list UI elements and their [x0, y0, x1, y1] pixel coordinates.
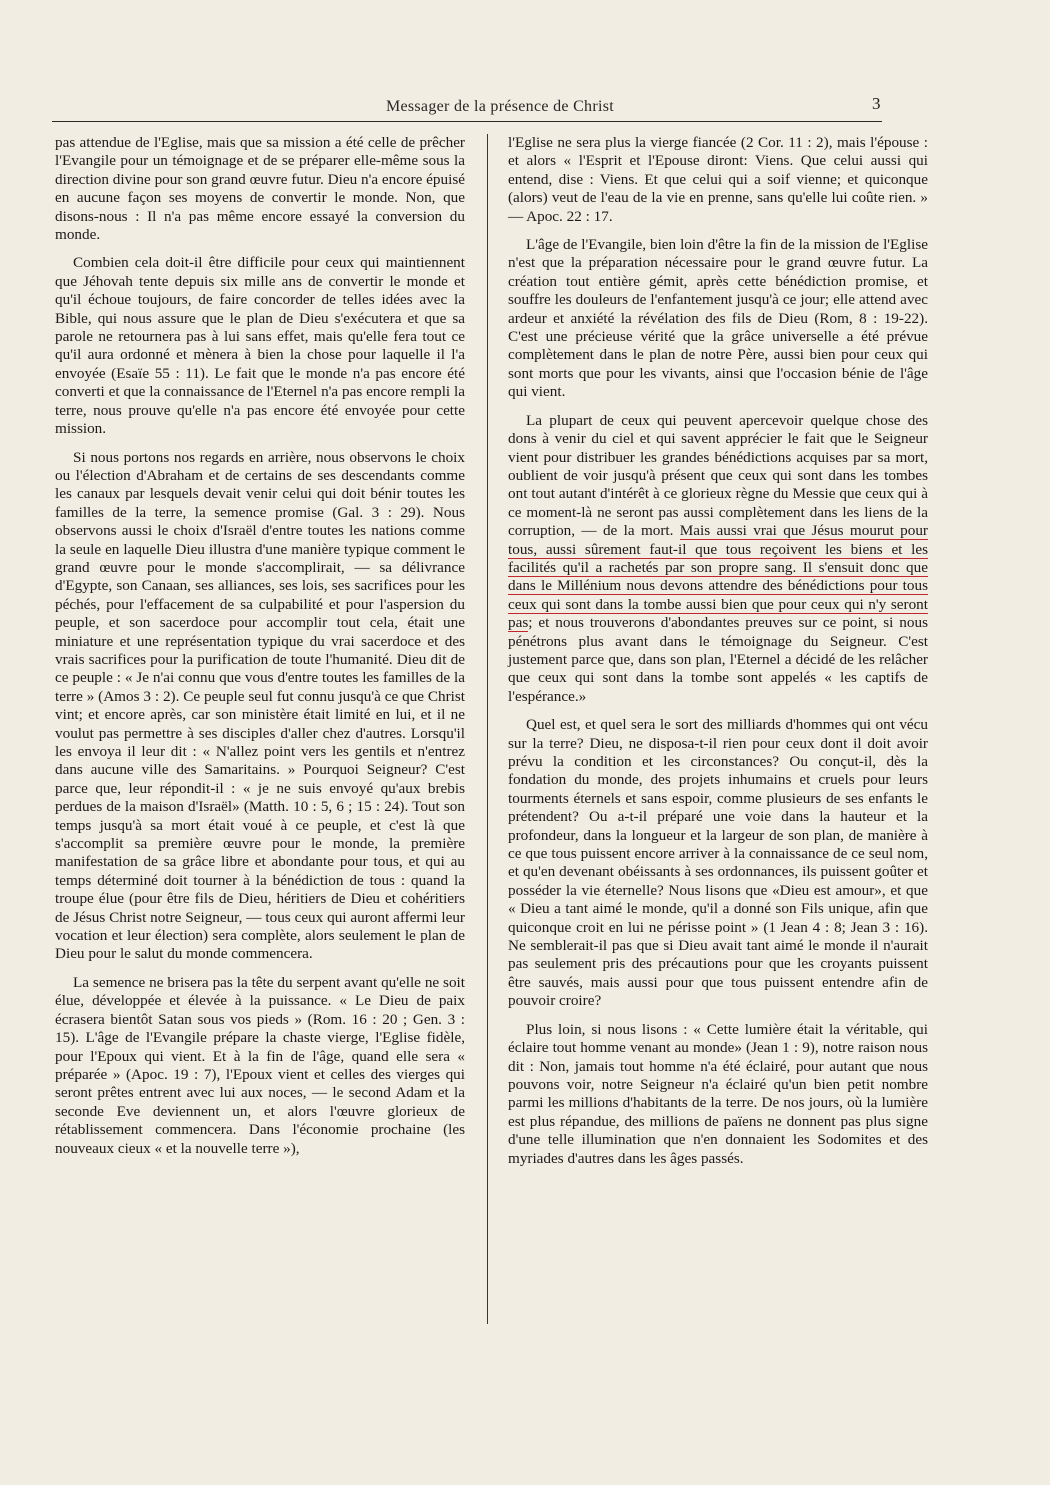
left-column [55, 134, 465, 1168]
page-header [52, 96, 882, 120]
underlined-passage: Mais aussi vrai que Jésus mourut pour tous, aussi sûrement faut-il que tous reçoivent les biens et les facilités qu'il a rachetés par son propre sang. Il s'ensuit donc que dans le Millénium nous devons attendre des bénédictions pour tous ceux qui sont dans la tombe aussi bien que pour ceux qui n'y seront pas [508, 522, 928, 632]
paragraph: Si nous portons nos regards en arrière, nous observons le choix ou l'élection d'Abraham et de certains de ses descendants comme les canaux par lesquels devait venir celui qui doit bénir toutes les familles de la terre, la semence promise (Gal. 3 : 29). Nous observons aussi le choix d'Israël d'entre toutes les nations comme la seule en laquelle Dieu illustra d'une manière typique comment le grand œuvre pour le monde s'accomplirait, — sa délivrance d'Egypte, son Canaan, ses alliances, ses lois, ses sacrifices pour les péchés, pour l'effacement de sa culpabilité et pour l'aspersion du peuple, et son sacerdoce pour accomplir tout cela, était une miniature et une représentation typique du vrai sacerdoce et des vrais sacrifices pour la purification de toute l'humanité. Dieu dit de ce peuple : « Je n'ai connu que vous d'entre toutes les familles de la terre » (Amos 3 : 2). Ce peuple seul fut connu jusqu'à ce que Christ vint; et encore après, car son ministère était limité en lui, et il ne voulut pas permettre à ses disciples d'aller chez d'autres. Lorsqu'il les envoya il leur dit : « N'allez point vers les gentils et n'entrez dans aucune ville des Samaritains. » Pourquoi Seigneur? C'est parce que, leur répondit-il : « je ne suis envoyé qu'aux brebis perdues de la maison d'Israël» (Matth. 10 : 5, 6 ; 15 : 24). Tout son temps jusqu'à sa mort était voué à ce peuple, et c'est là que s'accomplit sa première œuvre pour le monde, la première manifestation de sa grâce libre et abondante pour tous, et qui au temps déterminé doit tourner à la bénédiction de tous : quand la troupe élue (pour être fils de Dieu, héritiers de Dieu et cohéritiers de Jésus Christ notre Seigneur, — tous ceux qui auront affermi leur vocation et leur élection) sera complète, alors seulement le plan de Dieu pour le salut du monde commencera. [55, 448, 465, 963]
paragraph [508, 412, 928, 707]
paragraph-text: La plupart de ceux qui peuvent apercevoir quelque chose des dons à venir du ciel et qui savent apprécier le fait que le Seigneur vient pour distribuer les grandes bénédictions acquises par sa mort, oublient de voir jusqu'à présent que ceux qui sont dans les tombes ont tout autant d'intérêt à ce glorieux règne du Messie que ceux qui à ce moment-là ne seront pas aussi complètement dans les liens de la corruption, — de la mort. [508, 411, 928, 540]
running-title: Messager de la présence de Christ [385, 98, 614, 115]
paragraph: Quel est, et quel sera le sort des milliards d'hommes qui ont vécu sur la terre? Dieu, ne disposa-t-il rien pour ceux dont il doit avoir prévu la condition et les circonstances? Ou conçut-il, dès la fondation du monde, des projets inhumains et cruels pour leurs tourments éternels et sans espoir, comme plusieurs de ses enfants le prétendent? Ou a-t-il préparé une voie dans la hauteur et la profondeur, dans la longueur et la largeur de son plan, de manière à ce que tous puissent encore arriver à la connaissance de ce seul nom, et qu'en devenant obéissants à ses ordonnances, ils puissent goûter et posséder la vie éternelle? Nous lisons que «Dieu est amour», et que « Dieu a tant aimé le monde, qu'il a donné son Fils unique, afin que quiconque croit en lui ne périsse point » (1 Jean 4 : 8; Jean 3 : 16). Ne semblerait-il pas que si Dieu avait tant aimé le monde il n'aurait pas seulement pris des précautions pour que les croyants puissent être sauvés, mais aussi pour que tous puissent entendre afin de pouvoir croire? [508, 716, 928, 1010]
header-rule [52, 121, 882, 122]
paragraph: Combien cela doit-il être difficile pour ceux qui maintiennent que Jéhovah tente depuis six mille ans de convertir le monde et qu'il échoue toujours, de faire concorder de telles idées avec la Bible, qui nous assure que le plan de Dieu s'exécutera et que sa parole ne retournera pas à lui sans effet, mais qu'elle fera tout ce qu'il aura ordonné et mènera à bien la chose pour laquelle il l'a envoyée (Esaïe 55 : 11). Le fait que le monde n'a pas encore été converti et que la connaissance de l'Eternel n'a pas encore rempli la terre, nous prouve qu'elle n'a pas encore été envoyée pour cette mission. [55, 254, 465, 438]
column-divider [487, 134, 488, 1324]
right-column [508, 134, 928, 1178]
paragraph-text: ; et nous trouverons d'abondantes preuves sur ce point, si nous pénétrons plus avant dans le témoignage du Seigneur. C'est justement parce que, dans son plan, l'Eternel a décidé de les relâcher que ceux qui sont dans la tombe sont appelés « les captifs de l'espérance.» [508, 614, 928, 705]
page-number: 3 [872, 94, 881, 113]
paragraph: L'âge de l'Evangile, bien loin d'être la fin de la mission de l'Eglise n'est que la préparation nécessaire pour le grand œuvre futur. La création tout entière gémit, après cette bénédiction promise, et souffre les douleurs de l'enfantement jusqu'à ce jour; elle attend avec ardeur et anxiété la révélation des fils de Dieu (Rom, 8 : 19-22). C'est une précieuse vérité que la grâce universelle a été prévue complètement dans le plan de notre Père, aussi bien pour ceux qui sont morts que pour les vivants, ainsi que l'occasion bénie de l'âge qui vient. [508, 236, 928, 401]
paragraph: Plus loin, si nous lisons : « Cette lumière était la véritable, qui éclaire tout homme venant au monde» (Jean 1 : 9), notre raison nous dit : Non, jamais tout homme n'a été éclairé, pour autant que nous pouvons voir, notre Seigneur n'a éclairé qu'un bien petit nombre parmi les millions d'habitants de la terre. De nos jours, où la lumière est plus répandue, des millions de païens ne donnent pas plus signe d'une telle illumination que n'en donnaient les Sodomites et des myriades d'autres dans les âges passés. [508, 1020, 928, 1167]
paragraph: La semence ne brisera pas la tête du serpent avant qu'elle ne soit élue, développée et élevée à la puissance. « Le Dieu de paix écrasera bientôt Satan sous vos pieds » (Rom. 16 : 20 ; Gen. 3 : 15). L'âge de l'Evangile prépare la chaste vierge, l'Eglise fidèle, pour l'Epoux qui vient. Et à la fin de l'âge, quand elle sera « préparée » (Apoc. 19 : 7), l'Epoux vient et celles des vierges qui seront prêtes entrent avec lui aux noces, — le second Adam et la seconde Eve deviennent un, et alors l'œuvre glorieux de rétablissement commencera. Dans l'économie prochaine (les nouveaux cieux « et la nouvelle terre »), [55, 973, 465, 1157]
paragraph: pas attendue de l'Eglise, mais que sa mission a été celle de prêcher l'Evangile pour un témoignage et de se préparer elle-même sous la direction divine pour son grand œuvre futur. Dieu n'a encore épuisé en aucune façon ses moyens de convertir le monde. Non, que disons-nous : Il n'a pas même encore essayé la conversion du monde. [55, 134, 465, 244]
paragraph: l'Eglise ne sera plus la vierge fiancée (2 Cor. 11 : 2), mais l'épouse : et alors « l'Esprit et l'Epouse diront: Viens. Que celui aussi qui entend, dise : Viens. Et que celui qui a soif vienne; et quiconque (alors) veut de l'eau de la vie en prenne, sans qu'elle lui coûte rien. » — Apoc. 22 : 17. [508, 134, 928, 225]
